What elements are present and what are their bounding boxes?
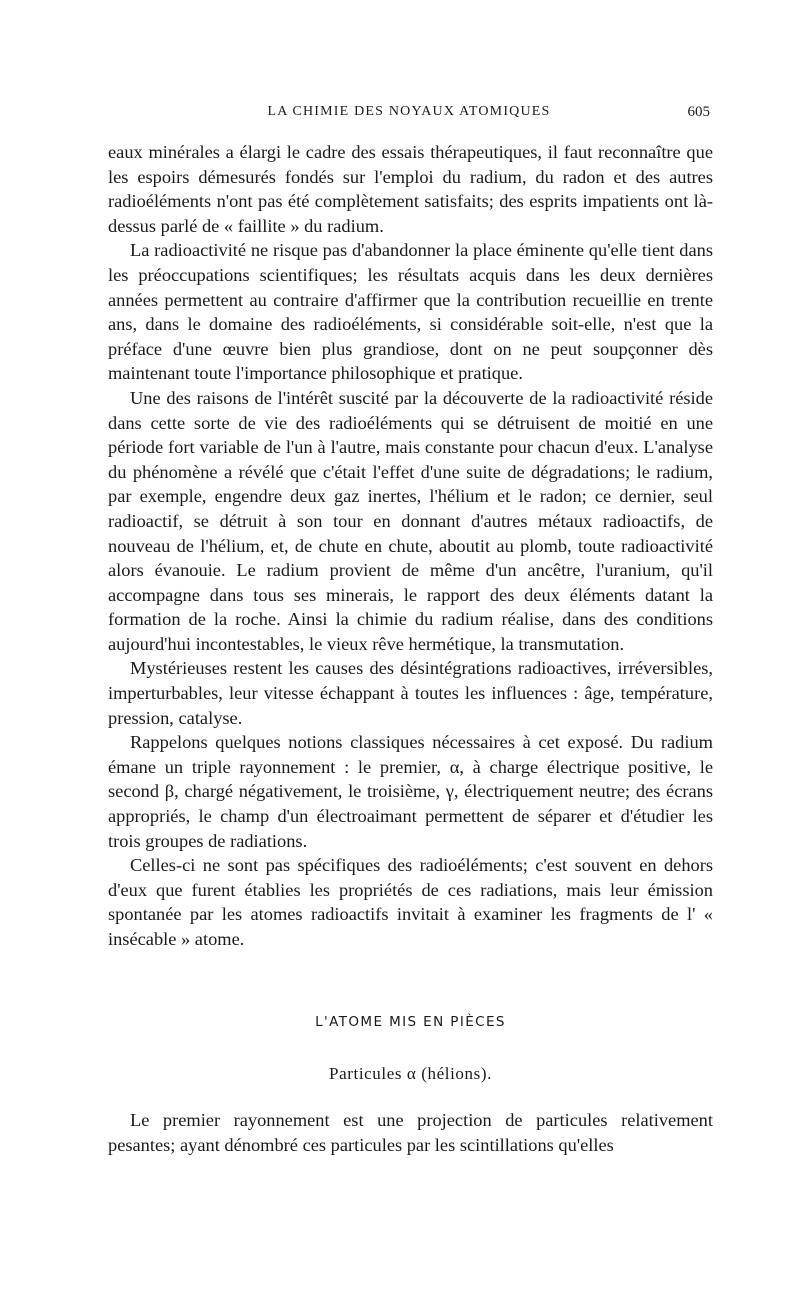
paragraph-6: Celles-ci ne sont pas spécifiques des radioéléments; c'est souvent en dehors d'eux que furent établies les propriétés de ces radiations, mais leur émission spontanée par les atomes radioactifs invitait à examiner les fragments de l' « insécable » atome. <box>108 855 713 949</box>
paragraph-2: La radioactivité ne risque pas d'abandonner la place éminente qu'elle tient dans les préoccupations scientifiques; les résultats acquis dans les deux dernières années permettent au contraire d'affirmer que la contribution recueillie en trente ans, dans le domaine des radioéléments, si considérable soit-elle, n'est que la préface d'une œuvre bien plus grandiose, dont on ne peut soupçonner dès maintenant toute l'importance philosophique et pratique. <box>108 240 713 384</box>
paragraph-3: Une des raisons de l'intérêt suscité par la découverte de la radioactivité réside dans cette sorte de vie des radioéléments qui se détruisent de moitié en une période fort variable de l'un à l'autre, mais constante pour chacun d'eux. L'analyse du phénomène a révélé que c'était l'effet d'une suite de dégradations; le radium, par exemple, engendre deux gaz inertes, l'hélium et le radon; ce dernier, seul radioactif, se détruit à son tour en donnant d'autres métaux radioactifs, de nouveau de l'hélium, et, de chute en chute, aboutit au plomb, toute radioactivité alors évanouie. Le radium provient de même d'un ancêtre, l'uranium, qu'il accompagne dans tous ses minerais, le rapport des deux éléments datant la formation de la roche. Ainsi la chimie du radium réalise, dans des conditions aujourd'hui incontestables, le vieux rêve hermétique, la transmutation. <box>108 387 713 654</box>
paragraph-1: eaux minérales a élargi le cadre des essais thérapeutiques, il faut reconnaître que les espoirs démesurés fondés sur l'emploi du radium, du radon et des autres radioéléments n'ont pas été complètement satisfaits; des esprits impatients ont là-dessus parlé de « faillite » du radium. <box>108 142 713 236</box>
running-head <box>108 104 710 124</box>
body-text-continued <box>108 1108 713 1157</box>
paragraph-5: Rappelons quelques notions classiques nécessaires à cet exposé. Du radium émane un triple rayonnement : le premier, α, à charge électrique positive, le second β, chargé négativement, le troisième, γ, électriquement neutre; des écrans appropriés, le champ d'un électroaimant permettent de séparer et d'étudier les trois groupes de radiations. <box>108 732 713 851</box>
body-text <box>108 140 713 952</box>
subsection-heading: Particules α (hélions). <box>329 1064 492 1083</box>
running-title: LA CHIMIE DES NOYAUX ATOMIQUES <box>267 104 551 119</box>
paragraph-4: Mystérieuses restent les causes des désintégrations radioactives, irréversibles, imperturbables, leur vitesse échappant à toutes les influences : âge, température, pression, catalyse. <box>108 658 713 728</box>
section-heading: L'ATOME MIS EN PIÈCES <box>315 1014 506 1030</box>
paragraph-7: Le premier rayonnement est une projection de particules relativement pesantes; ayant dénombré ces particules par les scintillations qu'elles <box>108 1110 713 1155</box>
page-number: 605 <box>687 104 710 120</box>
